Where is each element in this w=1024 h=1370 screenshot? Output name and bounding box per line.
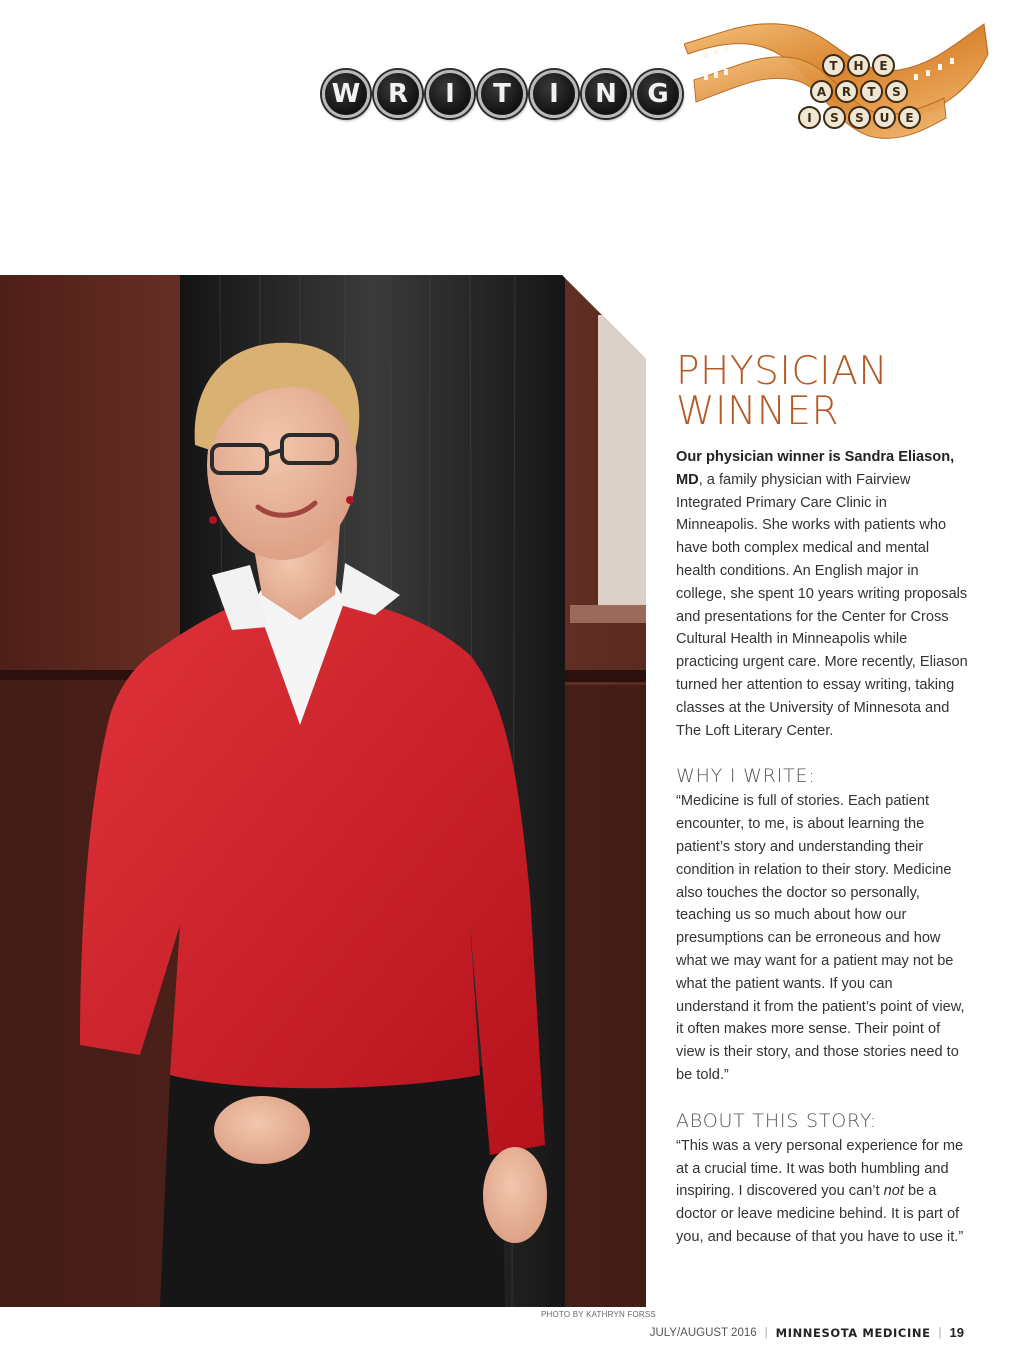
badge-key: A: [810, 80, 833, 103]
typewriter-key: N: [582, 70, 630, 118]
typewriter-key: T: [478, 70, 526, 118]
section-header: [0, 0, 1024, 160]
writing-typewriter-keys: [322, 70, 682, 118]
article-title: [676, 349, 968, 434]
why-i-write-heading: WHY I WRITE:: [676, 765, 816, 788]
about-text-emphasis: not: [883, 1183, 904, 1200]
badge-key: R: [835, 80, 858, 103]
photo-credit: PHOTO BY KATHRYN FORSS: [541, 1310, 656, 1319]
page-number: 19: [949, 1325, 964, 1340]
badge-key: S: [848, 106, 871, 129]
typewriter-key: W: [322, 70, 370, 118]
badge-row-the: [822, 54, 895, 77]
badge-key: E: [872, 54, 895, 77]
badge-key: S: [823, 106, 846, 129]
issue-date: JULY/AUGUST 2016: [649, 1326, 757, 1339]
about-text-part-1: “This was a very personal experience for me at a crucial time. It was both humbling and inspiring. I discovered you can’t: [676, 1137, 964, 1200]
intro-bold: Our physician winner is Sandra Eliason, MD: [676, 449, 955, 488]
portrait-photo: [0, 275, 646, 1307]
magazine-name: MINNESOTA MEDICINE: [775, 1325, 931, 1340]
about-story-text: [676, 1135, 968, 1249]
title-line-1: PHYSICIAN: [676, 349, 889, 394]
typewriter-key: I: [530, 70, 578, 118]
article-column: [676, 349, 968, 1249]
about-text-part-2: be a doctor or leave medicine behind. It is part of you, and because of that you have to use it.”: [676, 1183, 964, 1245]
typewriter-key: R: [374, 70, 422, 118]
badge-key: U: [873, 106, 896, 129]
badge-key: S: [885, 80, 908, 103]
page-footer: [650, 1325, 964, 1340]
intro-rest: , a family physician with Fairview Integrated Primary Care Clinic in Minneapolis. She works with patients who have both complex medical and mental health conditions. An English major in college, she spent 10 years writing proposals and presentations for the Center for Cross Cultural Health in Minneapolis while practicing urgent care. More recently, Eliason turned her attention to essay writing, taking classes at the University of Minnesota and The Loft Literary Center.: [676, 471, 968, 739]
footer-divider: |: [938, 1326, 942, 1339]
badge-row-arts: [810, 80, 908, 103]
badge-key: H: [847, 54, 870, 77]
title-line-2: WINNER: [676, 389, 840, 434]
badge-key: E: [898, 106, 921, 129]
portrait-illustration: [0, 275, 646, 1307]
why-i-write-text: “Medicine is full of stories. Each patient encounter, to me, is about learning the patient’s story and understanding their condition in relation to their story. Medicine also touches the doctor so personally, teaching us so much about how our presumptions can be erroneous and how what we may want for a patient may not be what the patient wants. If you can understand it from the patient’s point of view, it often makes more sense. Their point of view is their story, and those stories need to be told.”: [676, 793, 965, 1083]
badge-key: T: [822, 54, 845, 77]
badge-row-issue: [798, 106, 921, 129]
badge-key: I: [798, 106, 821, 129]
about-story-heading: ABOUT THIS STORY:: [676, 1109, 877, 1132]
typewriter-key: G: [634, 70, 682, 118]
arts-issue-film-badge: [684, 14, 994, 144]
typewriter-key: I: [426, 70, 474, 118]
intro-paragraph: [676, 446, 968, 742]
footer-divider: |: [764, 1326, 768, 1339]
badge-key: T: [860, 80, 883, 103]
